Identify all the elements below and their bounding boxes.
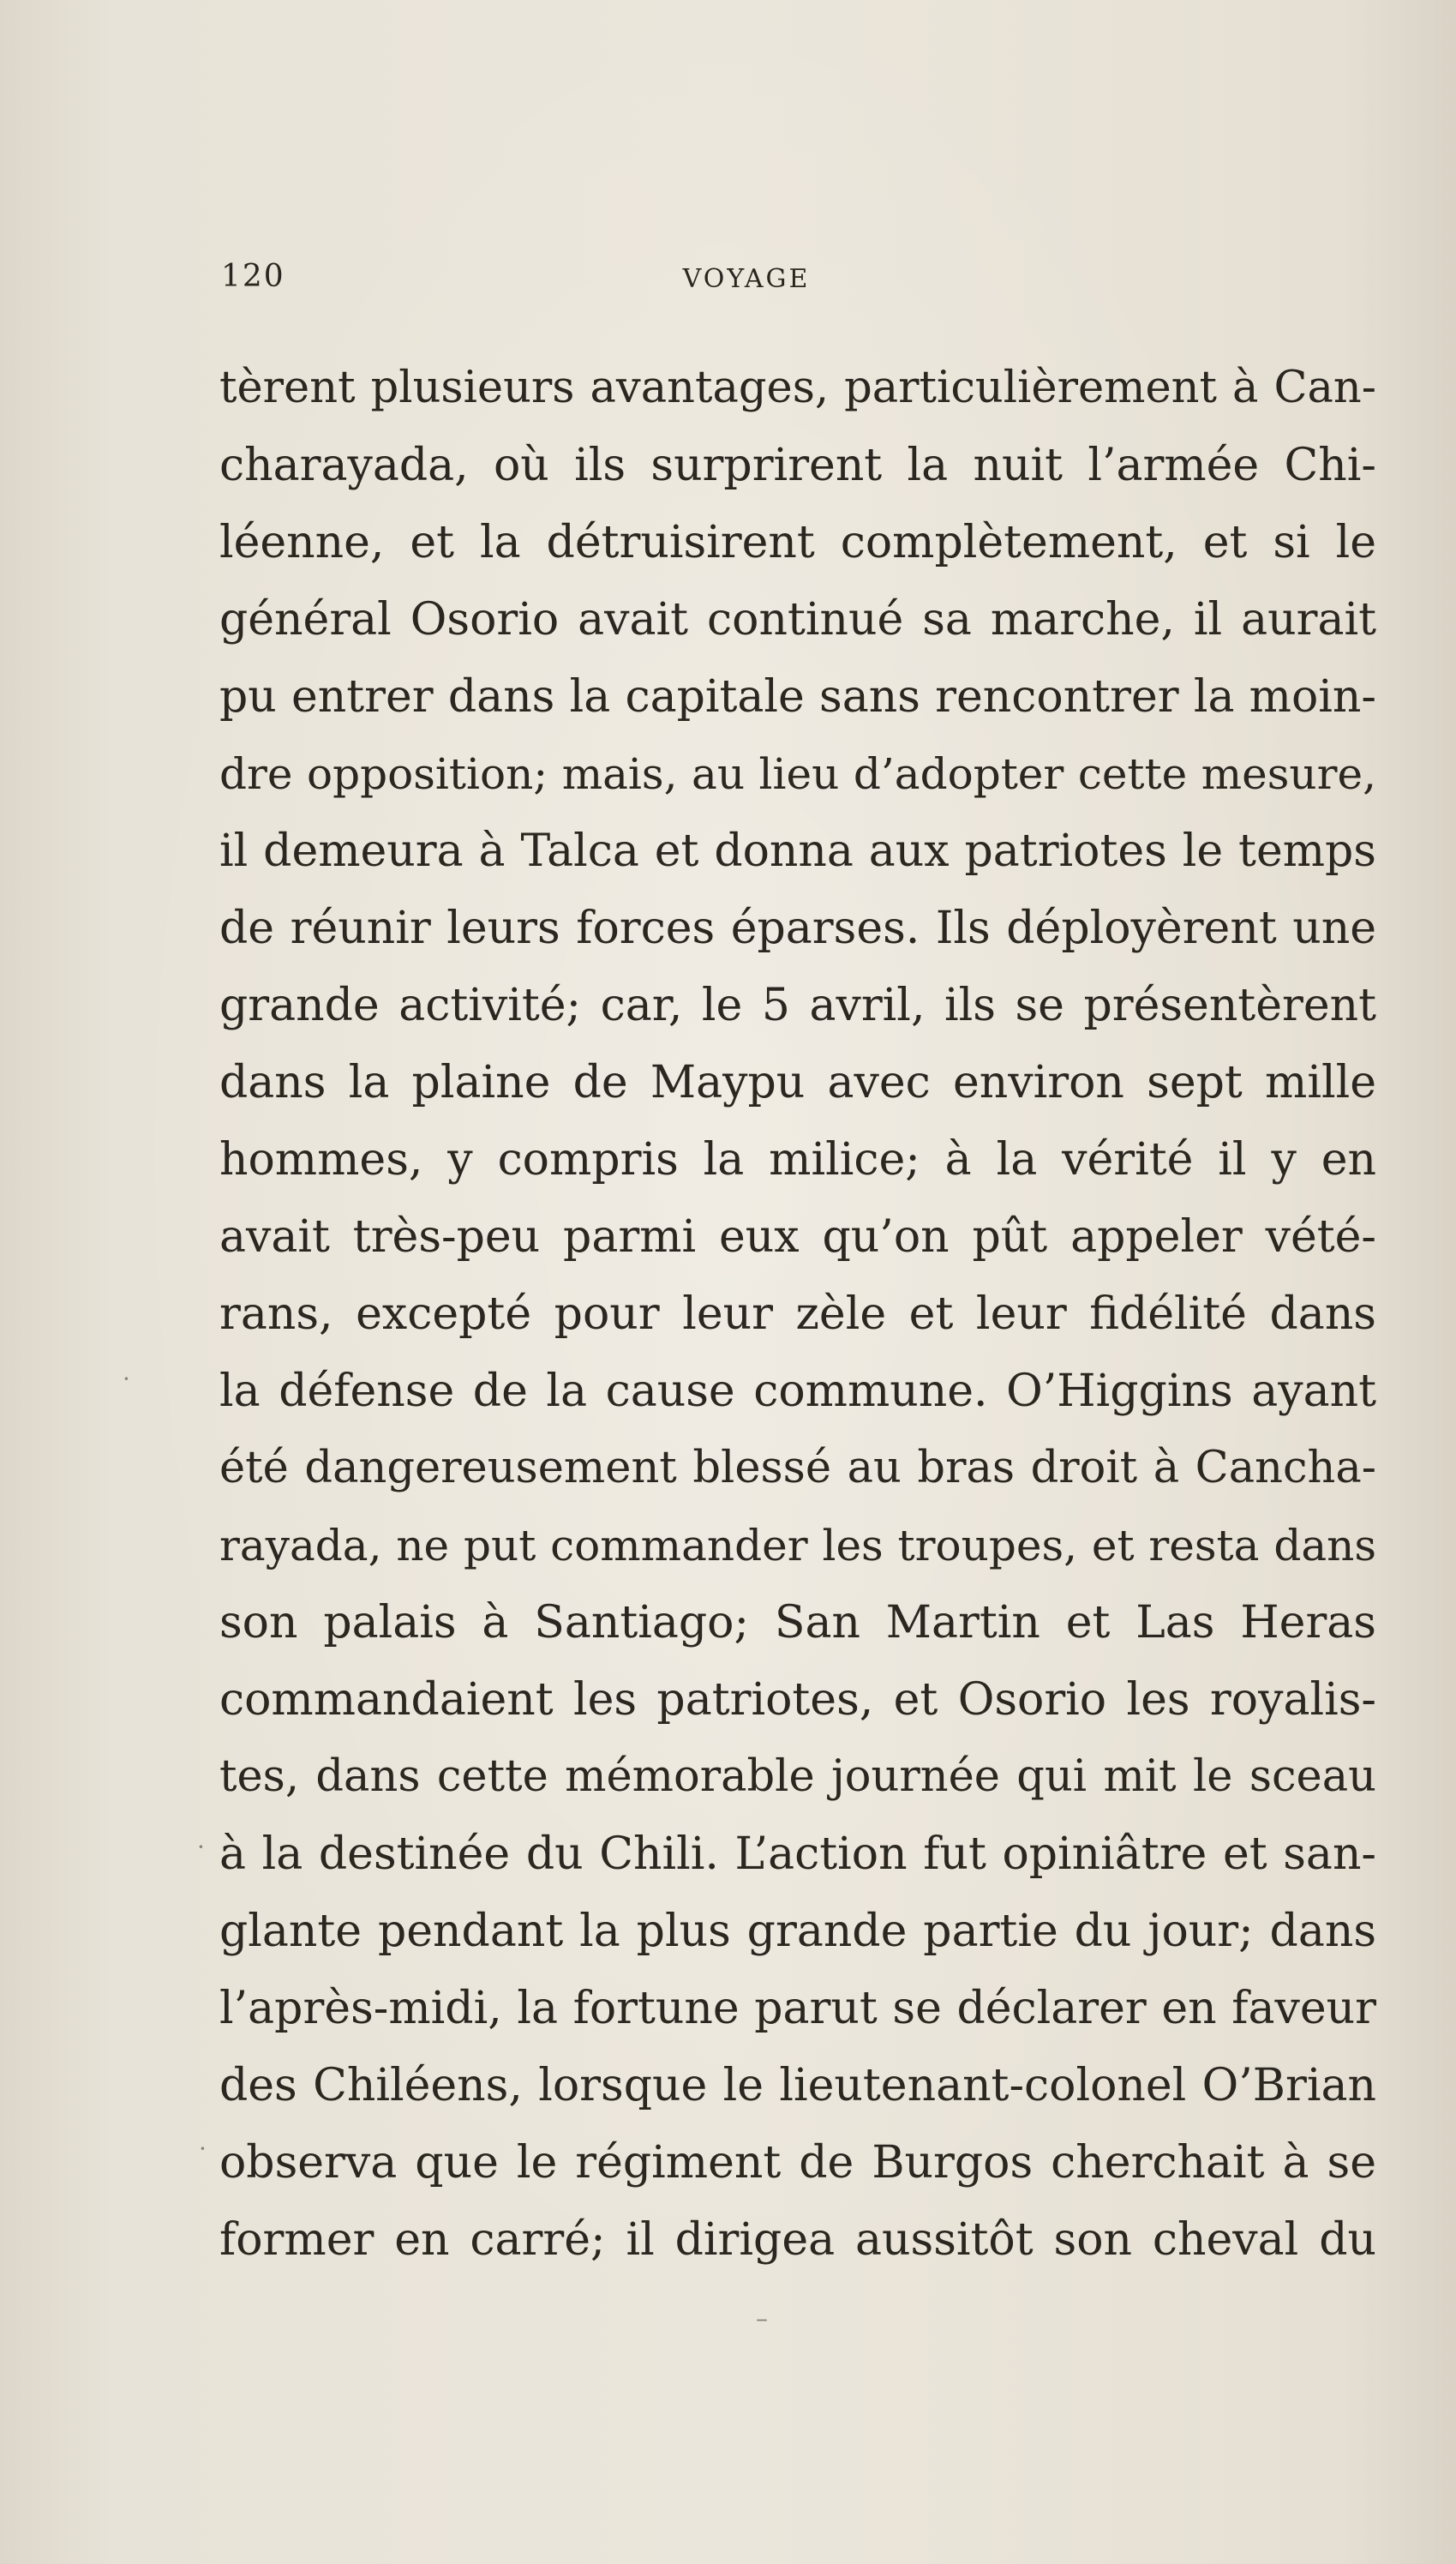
text-line: glante pendant la plus grande partie du jour; dans	[219, 1906, 1376, 1957]
text-line: général Osorio avait continué sa marche, il aurait	[219, 594, 1376, 646]
text-line: il demeura à Talca et donna aux patriotes le temps	[219, 826, 1376, 877]
text-line: charayada, où ils surprirent la nuit l’armée Chi-	[219, 440, 1376, 491]
text-line: observa que le régiment de Burgos cherchait à se	[219, 2137, 1376, 2189]
margin-speck: ·	[123, 1365, 130, 1393]
page-number: 120	[221, 259, 285, 294]
text-line: son palais à Santiago; San Martin et Las Heras	[219, 1597, 1376, 1648]
text-line: la défense de la cause commune. O’Higgins ayant	[219, 1366, 1376, 1417]
margin-speck: ·	[197, 1833, 205, 1861]
text-line: léenne, et la détruisirent complètement, et si le	[219, 517, 1376, 568]
text-line: avait très-peu parmi eux qu’on pût appeler vété-	[219, 1211, 1376, 1263]
text-line: former en carré; il dirigea aussitôt son cheval du	[219, 2214, 1376, 2266]
text-line: grande activité; car, le 5 avril, ils se présentèrent	[219, 980, 1376, 1031]
text-line: dans la plaine de Maypu avec environ sept mille	[219, 1057, 1376, 1108]
text-line: commandaient les patriotes, et Osorio les royalis-	[219, 1674, 1376, 1726]
text-line: hommes, y compris la milice; à la vérité il y en	[219, 1134, 1376, 1186]
text-line: tèrent plusieurs avantages, particulièrement à Can-	[219, 363, 1376, 413]
running-head	[221, 259, 1375, 302]
text-line: des Chiléens, lorsque le lieutenant-colonel O’Brian	[219, 2060, 1376, 2111]
margin-speck: ·	[199, 2135, 207, 2163]
text-line: été dangereusement blessé au bras droit à Cancha-	[219, 1443, 1376, 1493]
text-line: dre opposition; mais, au lieu d’adopter cette mesure,	[219, 749, 1376, 799]
running-title: VOYAGE	[682, 264, 811, 294]
text-line: tes, dans cette mémorable journée qui mit le sceau	[219, 1751, 1376, 1802]
text-line: l’après-midi, la fortune parut se déclarer en faveur	[219, 1983, 1376, 2034]
text-line: pu entrer dans la capitale sans rencontrer la moin-	[219, 671, 1376, 723]
text-line: rayada, ne put commander les troupes, et resta dans	[219, 1521, 1376, 1570]
margin-speck: –	[756, 2304, 768, 2333]
text-line: à la destinée du Chili. L’action fut opiniâtre et san-	[219, 1828, 1376, 1880]
text-line: de réunir leurs forces éparses. Ils déployèrent une	[219, 903, 1376, 954]
text-line: rans, excepté pour leur zèle et leur fidélité dans	[219, 1288, 1376, 1340]
body-text	[219, 350, 1376, 2279]
